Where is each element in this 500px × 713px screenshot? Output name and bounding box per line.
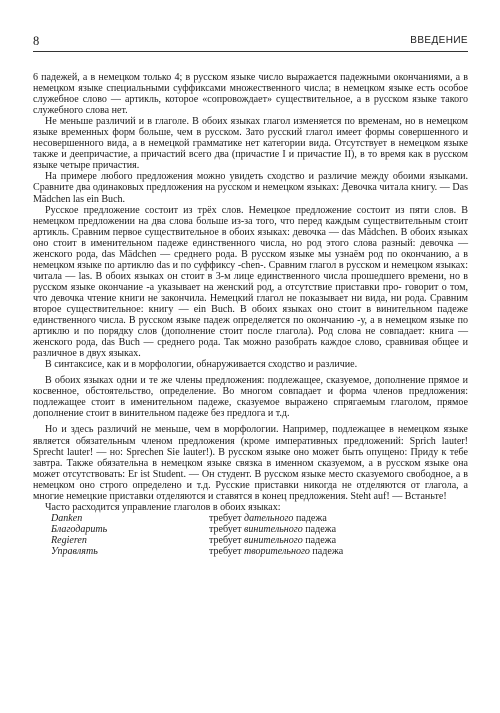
case-suffix: падежа (309, 545, 344, 557)
requires-text: требует (209, 545, 244, 557)
paragraph: Не меньше различий и в глаголе. В обоих языках глагол изменяется по временам, но в немецком языке временных форм больше, чем в русском. Зато русский глагол имеет формы совершенного и несовершенного вида, а в немецкой грамматике нет категории вида. Отсутствует в немецком языке также и деепричастие, а причастий всего два (причастие I и причастие II), в то время как в русском языке четыре причастия. (33, 116, 468, 172)
section-title: ВВЕДЕНИЕ (410, 35, 468, 46)
table-row (33, 546, 468, 557)
paragraph: 6 падежей, а в немецком только 4; в русском языке число выражается падежными окончаниями, а в немецком языке специальными суффиксами множественного числа; в немецком языке есть особое служебное слово — артикль, которое «сопровождает» существительное, а в русском языке такого служебного слова нет. (33, 72, 468, 117)
paragraph: В обоих языках одни и те же члены предложения: подлежащее, сказуемое, дополнение прямое и косвенное, обстоятельство, определение. Во многом совпадает и форма членов предложения: подлежащее стоит в именительном падеже, сказуемое выражено спрягаемым глаголом, прямое дополнение стоит в винительном падеже без предлога и т.д. (33, 375, 468, 420)
government-cell (209, 524, 468, 535)
verb-cell: Regieren (51, 534, 87, 546)
verb-cell: Danken (51, 512, 83, 524)
case-name: винительного (243, 523, 303, 535)
verb-cell: Управлять (51, 545, 98, 557)
paragraph: В синтаксисе, как и в морфологии, обнаруживается сходство и различие. (45, 359, 358, 371)
government-cell (209, 546, 468, 557)
header-rule (33, 51, 468, 52)
case-name: дательного (243, 512, 294, 524)
verb-government-table (33, 513, 468, 557)
government-cell (209, 513, 468, 524)
case-name: винительного (243, 534, 303, 546)
body-text (33, 72, 468, 557)
table-row (33, 535, 468, 546)
paragraph: Русское предложение состоит из трёх слов. Немецкое предложение состоит из пяти слов. В немецком предложении на два слова больше из-за того, что перед каждым существительным стоит артикль. Сравним первое существительное в обоих языках: девочка — das Mädchen. В обоих языках оно стоит в именительном падеже единственного числа, но род этого слова разный: девочка — женского рода, das Mädchen — среднего рода. В русском языке мы узнаём род по окончанию, а в немецком языке по артиклю das и по суффиксу -chen-. Сравним глагол в русском и немецком языках: читала — las. В обоих языках он стоит в 3-м лице единственного числа прошедшего времени, но в русском языке окончание -а указывает на женский род, а отсутствие приставки про- говорит о том, что девочка чтение книги не закончила. Немецкий глагол не показывает ни вида, ни рода. Сравним второе существительное: книгу — ein Buch. В обоих языках оно стоит в винительном падеже единственного числа. В русском языке падеж определяется по окончанию -у, а в немецком языке по артиклю и по порядку слов (дополнение стоит после глагола). Род слова не совпадает: книга — женского рода, das Buch — среднего рода. Так можно разобрать каждое слово, сравнивая общее и различное в двух языках. (33, 204, 468, 360)
paragraph: На примере любого предложения можно увидеть сходство и различие между обоими языками. Сравните два одинаковых предложения на русском и немецком языках: Девочка читала книгу. — Das Mädchen las ein Buch. (33, 171, 468, 205)
page-number: 8 (33, 34, 40, 48)
case-suffix: падежа (302, 523, 337, 535)
case-name: творительного (243, 545, 310, 557)
requires-text: требует (209, 523, 244, 535)
verb-cell: Благодарить (51, 523, 108, 535)
requires-text: требует (209, 534, 244, 546)
table-row (33, 524, 468, 535)
page-header (33, 34, 468, 52)
government-cell (209, 535, 468, 546)
requires-text: требует (209, 512, 244, 524)
case-suffix: падежа (302, 534, 337, 546)
table-row (33, 513, 468, 524)
case-suffix: падежа (293, 512, 327, 524)
paragraph: Но и здесь различий не меньше, чем в морфологии. Например, подлежащее в немецком языке является обязательным членом предложения (кроме императивных предложений: Sprich lauter! Sprecht lauter! — но: Sprechen Sie lauter!). В русском языке оно может быть опущено: Приду к тебе завтра. Также обязательна в немецком языке связка в именном сказуемом, а в русском языке она может отсутствовать: Er ist Student. — Он студент. В русском языке место сказуемого свободное, а в немецком оно строго определено и т.д. Русские приставки никогда не отделяются от глагола, а многие немецкие приставки отделяются и ставятся в конец предложения. Steht auf! — Встаньте! (33, 424, 468, 502)
paragraph: Часто расходится управление глаголов в обоих языках: (45, 501, 281, 513)
